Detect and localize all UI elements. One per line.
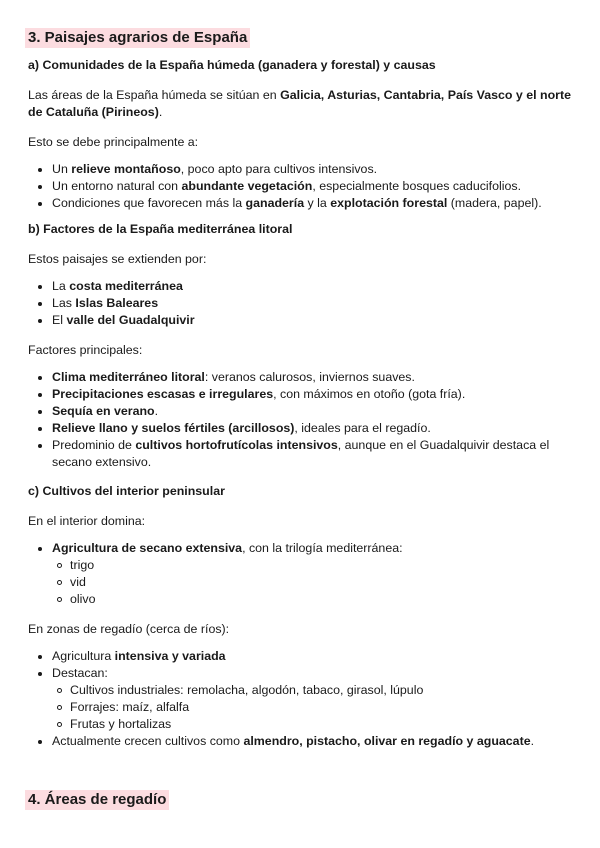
trilogia-list (52, 557, 572, 608)
list-item: • Clima mediterráneo litoral: veranos calurosos, inviernos suaves. (52, 369, 572, 386)
sub-list-item: Frutas y hortalizas (70, 716, 572, 733)
sub-list-item: Forrajes: maíz, alfalfa (70, 699, 572, 716)
humid-causes-list (28, 161, 572, 212)
subsection-a-intro (28, 87, 572, 121)
sub-list-item: trigo (70, 557, 572, 574)
list-item: • Las Islas Baleares (52, 295, 572, 312)
section-4-title: 4. Áreas de regadío (25, 790, 169, 810)
list-item: • Sequía en verano. (52, 403, 572, 420)
interior-regadio-list (28, 648, 572, 750)
bold-run: Galicia, Asturias, Cantabria, País Vasco y el norte de Cataluña (Pirineos) (28, 88, 571, 119)
subsection-c-heading: c) Cultivos del interior peninsular (28, 484, 225, 498)
mediterranean-places-list (28, 278, 572, 329)
list-item: • Precipitaciones escasas e irregulares, con máximos en otoño (gota fría). (52, 386, 572, 403)
list-item: • Condiciones que favorecen más la ganadería y la explotación forestal (madera, papel). (52, 195, 572, 212)
subsection-b-lead2: Factores principales: (28, 343, 143, 357)
sub-list-item: vid (70, 574, 572, 591)
subsection-b-lead1: Estos paisajes se extienden por: (28, 252, 207, 266)
list-item: • Relieve llano y suelos fértiles (arcillosos), ideales para el regadío. (52, 420, 572, 437)
list-item: • Agricultura de secano extensiva, con la trilogía mediterránea: trigo vid olivo (52, 540, 572, 608)
list-item: • Actualmente crecen cultivos como almendro, pistacho, olivar en regadío y aguacate. (52, 733, 572, 750)
text-run: Las áreas de la España húmeda se sitúan en (28, 88, 281, 102)
text-run: . (158, 105, 163, 119)
subsection-c-lead1: En el interior domina: (28, 514, 146, 528)
subsection-a-heading: a) Comunidades de la España húmeda (ganadera y forestal) y causas (28, 58, 436, 72)
list-item: • Un entorno natural con abundante vegetación, especialmente bosques caducifolios. (52, 178, 572, 195)
list-item: • Un relieve montañoso, poco apto para cultivos intensivos. (52, 161, 572, 178)
sub-list-item: Cultivos industriales: remolacha, algodón, tabaco, girasol, lúpulo (70, 682, 572, 699)
section-spacer (28, 763, 572, 790)
list-item: • Agricultura intensiva y variada (52, 648, 572, 665)
destacan-list (52, 682, 572, 733)
section-3-title: 3. Paisajes agrarios de España (25, 28, 250, 48)
interior-secano-list (28, 540, 572, 608)
mediterranean-factors-list (28, 369, 572, 471)
subsection-b-heading: b) Factores de la España mediterránea litoral (28, 222, 293, 236)
subsection-a-lead: Esto se debe principalmente a: (28, 135, 199, 149)
sub-list-item: olivo (70, 591, 572, 608)
subsection-c-lead2: En zonas de regadío (cerca de ríos): (28, 622, 230, 636)
list-item: • El valle del Guadalquivir (52, 312, 572, 329)
list-item: • Destacan: Cultivos industriales: remolacha, algodón, tabaco, girasol, lúpulo Forrajes: maíz, alfalfa Frutas y hortalizas (52, 665, 572, 733)
list-item: • La costa mediterránea (52, 278, 572, 295)
list-item: • Predominio de cultivos hortofrutícolas intensivos, aunque en el Guadalquivir destaca el secano extensivo. (52, 437, 572, 471)
